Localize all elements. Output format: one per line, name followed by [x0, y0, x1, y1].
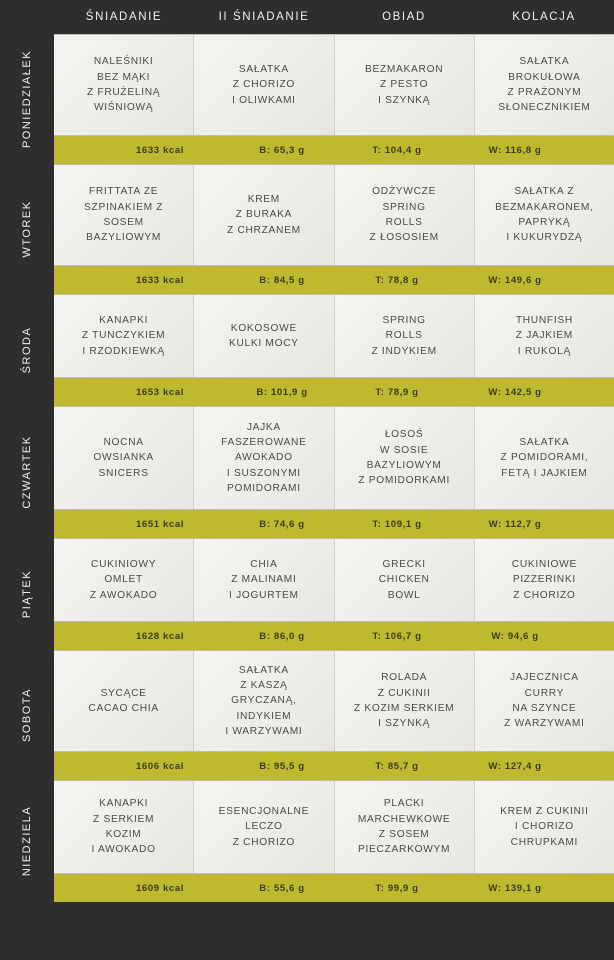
macro-fat-value: T: 85,7 g: [375, 760, 419, 772]
macro-summary-row: [54, 752, 614, 780]
macro-carbs-value: W: 116,8 g: [488, 144, 542, 156]
meal-cell[interactable]: [54, 539, 194, 621]
day-label-text: SOBOTA: [21, 687, 33, 743]
macro-summary-row: [54, 266, 614, 294]
day-content: [54, 538, 614, 650]
meal-cell[interactable]: [54, 407, 194, 509]
meal-cell[interactable]: [194, 35, 334, 135]
day-label-text: WTOREK: [21, 200, 33, 258]
day-label-6: [0, 780, 54, 902]
macro-summary-row: [54, 510, 614, 538]
meal-cell[interactable]: [194, 651, 334, 751]
meal-cell[interactable]: [335, 539, 475, 621]
macro-protein-value: B: 84,5 g: [259, 274, 305, 286]
meal-cell[interactable]: [54, 781, 194, 873]
day-block: [0, 294, 614, 406]
day-label-1: [0, 164, 54, 294]
meal-text: KANAPKI Z TUNCZYKIEM I RZODKIEWKĄ: [81, 315, 166, 357]
day-block: [0, 780, 614, 902]
macro-carbs-value: W: 112,7 g: [488, 518, 542, 530]
macro-kcal-value: 1633 kcal: [135, 144, 185, 156]
meal-cell[interactable]: [475, 35, 614, 135]
macro-fat-value: T: 104,4 g: [372, 144, 422, 156]
macro-summary-row: [54, 136, 614, 164]
macro-carbs-value: W: 94,6 g: [491, 630, 539, 642]
day-content: [54, 650, 614, 780]
day-content: [54, 294, 614, 406]
meal-text: CHIA Z MALINAMI I JOGURTEM: [229, 559, 299, 601]
macro-protein-value: B: 65,3 g: [259, 144, 305, 156]
meal-text: SAŁATKA BROKUŁOWA Z PRAŻONYM SŁONECZNIKIEM: [498, 56, 591, 114]
meal-text: THUNFISH Z JAJKIEM I RUKOLĄ: [515, 315, 573, 357]
macro-summary-row: [54, 622, 614, 650]
meal-cell[interactable]: [194, 407, 334, 509]
meal-text: BEZMAKARON Z PESTO I SZYNKĄ: [364, 64, 444, 106]
macro-kcal-value: 1609 kcal: [135, 882, 185, 894]
day-block: [0, 34, 614, 164]
meal-cell[interactable]: [335, 295, 475, 377]
day-block: [0, 538, 614, 650]
meal-cell[interactable]: [335, 781, 475, 873]
day-label-4: [0, 538, 54, 650]
meal-text: JAJKA FASZEROWANE AWOKADO I SUSZONYMI POMIDORAMI: [221, 421, 307, 494]
meal-text: SAŁATKA Z BEZMAKARONEM, PAPRYKĄ I KUKURYDZĄ: [495, 186, 594, 244]
day-content: [54, 164, 614, 294]
day-label-text: PONIEDZIAŁEK: [21, 49, 33, 149]
meal-cell[interactable]: [194, 295, 334, 377]
macro-fat-value: T: 99,9 g: [375, 882, 419, 894]
macro-protein-value: B: 55,6 g: [259, 882, 305, 894]
meal-cell[interactable]: [475, 781, 614, 873]
day-label-2: [0, 294, 54, 406]
day-block: [0, 406, 614, 538]
meal-text: PLACKI MARCHEWKOWE Z SOSEM PIECZARKOWYM: [357, 798, 451, 856]
meals-row: [54, 294, 614, 378]
macro-kcal-value: 1633 kcal: [135, 274, 185, 286]
macro-carbs-value: W: 127,4 g: [488, 760, 542, 772]
meals-row: [54, 164, 614, 266]
meal-text: SYCĄCE CACAO CHIA: [88, 687, 159, 714]
macro-kcal-value: 1651 kcal: [135, 518, 185, 530]
day-block: [0, 650, 614, 780]
meal-text: KANAPKI Z SERKIEM KOZIM I AWOKADO: [91, 798, 156, 856]
macro-kcal-value: 1653 kcal: [135, 386, 185, 398]
meal-text: SAŁATKA Z KASZĄ GRYCZANĄ, INDYKIEM I WARZYWAMI: [225, 664, 303, 737]
day-label-text: CZWARTEK: [21, 435, 33, 509]
macro-carbs-value: W: 149,6 g: [488, 274, 542, 286]
meal-text: KOKOSOWE KULKI MOCY: [228, 322, 299, 349]
meal-cell[interactable]: [475, 539, 614, 621]
day-label-5: [0, 650, 54, 780]
meal-text: ŁOSOŚ W SOSIE BAZYLIOWYM Z POMIDORKAMI: [358, 429, 450, 487]
column-header-kolacja: KOLACJA: [512, 11, 576, 23]
day-content: [54, 406, 614, 538]
day-block: [0, 164, 614, 294]
macro-fat-value: T: 78,9 g: [375, 386, 419, 398]
meal-text: KREM Z CUKINII I CHORIZO CHRUPKAMI: [500, 806, 589, 848]
meals-row: [54, 34, 614, 136]
day-label-text: PIĄTEK: [21, 569, 33, 619]
meal-cell[interactable]: [54, 295, 194, 377]
meal-cell[interactable]: [475, 295, 614, 377]
meal-text: CUKINIOWY OMLET Z AWOKADO: [89, 559, 158, 601]
meals-row: [54, 538, 614, 622]
day-content: [54, 34, 614, 164]
macro-carbs-value: W: 139,1 g: [488, 882, 542, 894]
meal-cell[interactable]: [335, 651, 475, 751]
day-label-text: NIEDZIELA: [21, 805, 33, 877]
meals-row: [54, 780, 614, 874]
meal-cell[interactable]: [54, 165, 194, 265]
macro-fat-value: T: 106,7 g: [372, 630, 422, 642]
column-header-obiad: OBIAD: [382, 11, 426, 23]
day-content: [54, 780, 614, 902]
meal-text: CUKINIOWE PIZZERINKI Z CHORIZO: [511, 559, 577, 601]
meal-text: FRITTATA ZE SZPINAKIEM Z SOSEM BAZYLIOWYM: [84, 186, 164, 244]
meal-cell[interactable]: [54, 651, 194, 751]
macro-protein-value: B: 86,0 g: [259, 630, 305, 642]
meal-cell[interactable]: [475, 407, 614, 509]
meal-text: NALEŚNIKI BEZ MĄKI Z FRUŻELINĄ WIŚNIOWĄ: [86, 56, 161, 114]
meal-text: GRECKI CHICKEN BOWL: [378, 559, 430, 601]
macro-protein-value: B: 101,9 g: [256, 386, 308, 398]
column-header-ii-sniadanie: II ŚNIADANIE: [218, 11, 310, 23]
meal-text: KREM Z BURAKA Z CHRZANEM: [226, 194, 301, 236]
macro-summary-row: [54, 874, 614, 902]
macro-protein-value: B: 95,5 g: [259, 760, 305, 772]
meal-cell[interactable]: [194, 539, 334, 621]
macro-fat-value: T: 109,1 g: [372, 518, 422, 530]
meal-cell[interactable]: [194, 781, 334, 873]
column-header-row: [0, 0, 614, 34]
macro-summary-row: [54, 378, 614, 406]
meal-text: JAJECZNICA CURRY NA SZYNCE Z WARZYWAMI: [504, 672, 585, 730]
macro-kcal-value: 1606 kcal: [135, 760, 185, 772]
macro-kcal-value: 1628 kcal: [135, 630, 185, 642]
meal-cell[interactable]: [335, 35, 475, 135]
meal-text: ESENCJONALNE LECZO Z CHORIZO: [218, 806, 310, 848]
meal-text: NOCNA OWSIANKA SNICERS: [93, 437, 154, 479]
column-header-sniadanie: ŚNIADANIE: [85, 11, 163, 23]
meal-text: ROLADA Z CUKINII Z KOZIM SERKIEM I SZYNKĄ: [353, 672, 455, 730]
meal-cell[interactable]: [54, 35, 194, 135]
meals-row: [54, 406, 614, 510]
meal-cell[interactable]: [194, 165, 334, 265]
macro-carbs-value: W: 142,5 g: [488, 386, 542, 398]
day-label-text: ŚRODA: [21, 326, 33, 374]
meal-cell[interactable]: [335, 407, 475, 509]
meals-row: [54, 650, 614, 752]
meal-cell[interactable]: [475, 165, 614, 265]
meal-text: SAŁATKA Z CHORIZO I OLIWKAMI: [232, 64, 296, 106]
meal-cell[interactable]: [475, 651, 614, 751]
macro-fat-value: T: 78,8 g: [375, 274, 419, 286]
meal-text: SAŁATKA Z POMIDORAMI, FETĄ I JAJKIEM: [500, 437, 589, 479]
meal-text: SPRING ROLLS Z INDYKIEM: [371, 315, 437, 357]
meal-text: ODŻYWCZE SPRING ROLLS Z ŁOSOSIEM: [369, 186, 439, 244]
day-label-0: [0, 34, 54, 164]
macro-protein-value: B: 74,6 g: [259, 518, 305, 530]
days-container: [0, 34, 614, 902]
meal-cell[interactable]: [335, 165, 475, 265]
day-label-3: [0, 406, 54, 538]
